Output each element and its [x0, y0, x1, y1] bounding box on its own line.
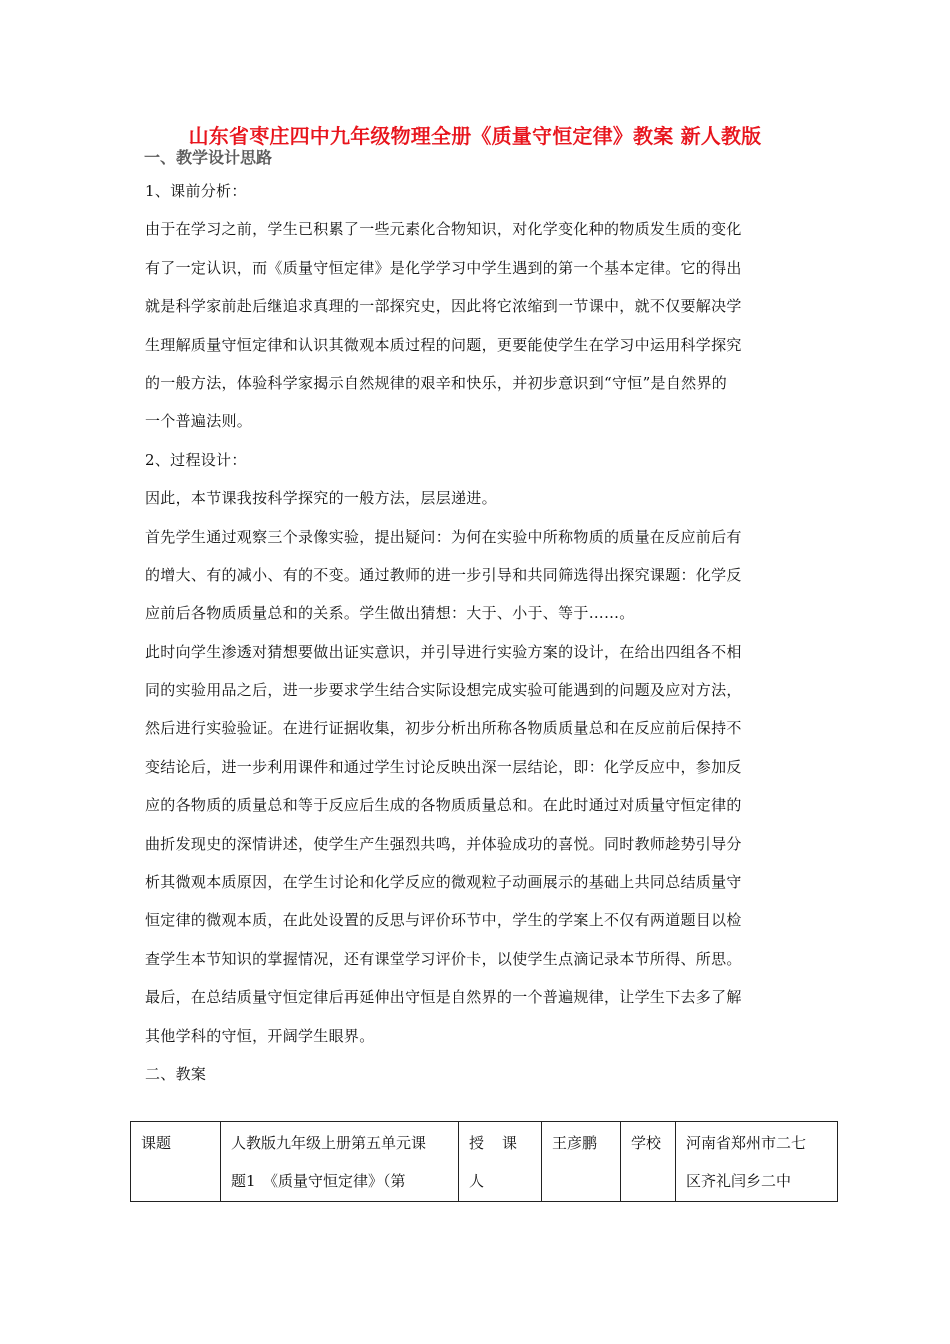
table-cell-school-value: 河南省郑州市二七 区齐礼闫乡二中: [676, 1122, 838, 1202]
section-heading-lesson-plan: 二、教案: [145, 1064, 207, 1083]
table-cell-subject-value: 人教版九年级上册第五单元课 题1 《质量守恒定律》（第: [221, 1122, 459, 1202]
table-cell-school-label: 学校: [621, 1122, 676, 1202]
paragraph-line: 因此，本节课我按科学探究的一般方法，层层递进。: [145, 489, 497, 508]
paragraph-line: 就是科学家前赴后继追求真理的一部探究史，因此将它浓缩到一节课中，就不仅要解决学: [145, 297, 742, 316]
paragraph-line: 由于在学习之前，学生已积累了一些元素化合物知识，对化学变化种的物质发生质的变化: [145, 220, 742, 239]
body-text: [145, 172, 810, 1093]
paragraph-line: 应的各物质的质量总和等于反应后生成的各物质质量总和。在此时通过对质量守恒定律的: [145, 796, 742, 815]
paragraph-line: 恒定律的微观本质，在此处设置的反思与评价环节中，学生的学案上不仅有两道题目以检: [145, 911, 742, 930]
paragraph-line: 同的实验用品之后，进一步要求学生结合实际设想完成实验可能遇到的问题及应对方法，: [145, 681, 742, 700]
paragraph-line: 的增大、有的减小、有的不变。通过教师的进一步引导和共同筛选得出探究课题：化学反: [145, 565, 742, 584]
paragraph-line: 析其微观本质原因，在学生讨论和化学反应的微观粒子动画展示的基础上共同总结质量守: [145, 873, 742, 892]
table-cell-teacher-label: 授课 人: [459, 1122, 542, 1202]
paragraph-line: 然后进行实验验证。在进行证据收集，初步分析出所称各物质质量总和在反应前后保持不: [145, 719, 742, 738]
table-row: [131, 1122, 838, 1202]
paragraph-line: 2、过程设计：: [145, 450, 247, 469]
table-cell-teacher-value: 王彦鹏: [542, 1122, 621, 1202]
paragraph-line: 应前后各物质质量总和的关系。学生做出猜想：大于、小于、等于……。: [145, 604, 635, 623]
lesson-info-table: [130, 1121, 838, 1202]
paragraph-line: 变结论后，进一步利用课件和通过学生讨论反映出深一层结论，即：化学反应中，参加反: [145, 757, 742, 776]
paragraph-line: 有了一定认识，而《质量守恒定律》是化学学习中学生遇到的第一个基本定律。它的得出: [145, 258, 742, 277]
page-title: 山东省枣庄四中九年级物理全册《质量守恒定律》教案 新人教版: [188, 124, 762, 148]
paragraph-line: 查学生本节知识的掌握情况，还有课堂学习评价卡，以使学生点滴记录本节所得、所思。: [145, 949, 742, 968]
paragraph-line: 其他学科的守恒，开阔学生眼界。: [145, 1026, 375, 1045]
paragraph-line: 首先学生通过观察三个录像实验，提出疑问：为何在实验中所称物质的质量在反应前后有: [145, 527, 742, 546]
paragraph-line: 曲折发现史的深情讲述，使学生产生强烈共鸣，并体验成功的喜悦。同时教师趁势引导分: [145, 834, 742, 853]
paragraph-line: 一个普遍法则。: [145, 412, 253, 431]
paragraph-line: 此时向学生渗透对猜想要做出证实意识，并引导进行实验方案的设计，在给出四组各不相: [145, 642, 742, 661]
paragraph-line: 1、课前分析：: [145, 182, 247, 200]
paragraph-line: 最后，在总结质量守恒定律后再延伸出守恒是自然界的一个普遍规律，让学生下去多了解: [145, 988, 742, 1007]
paragraph-line: 生理解质量守恒定律和认识其微观本质过程的问题，更要能使学生在学习中运用科学探究: [145, 335, 742, 354]
table-cell-subject-label: 课题: [131, 1122, 221, 1202]
paragraph-line: 的一般方法，体验科学家揭示自然规律的艰辛和快乐，并初步意识到“守恒”是自然界的: [145, 373, 728, 392]
section-heading: 一、教学设计思路: [144, 148, 273, 167]
